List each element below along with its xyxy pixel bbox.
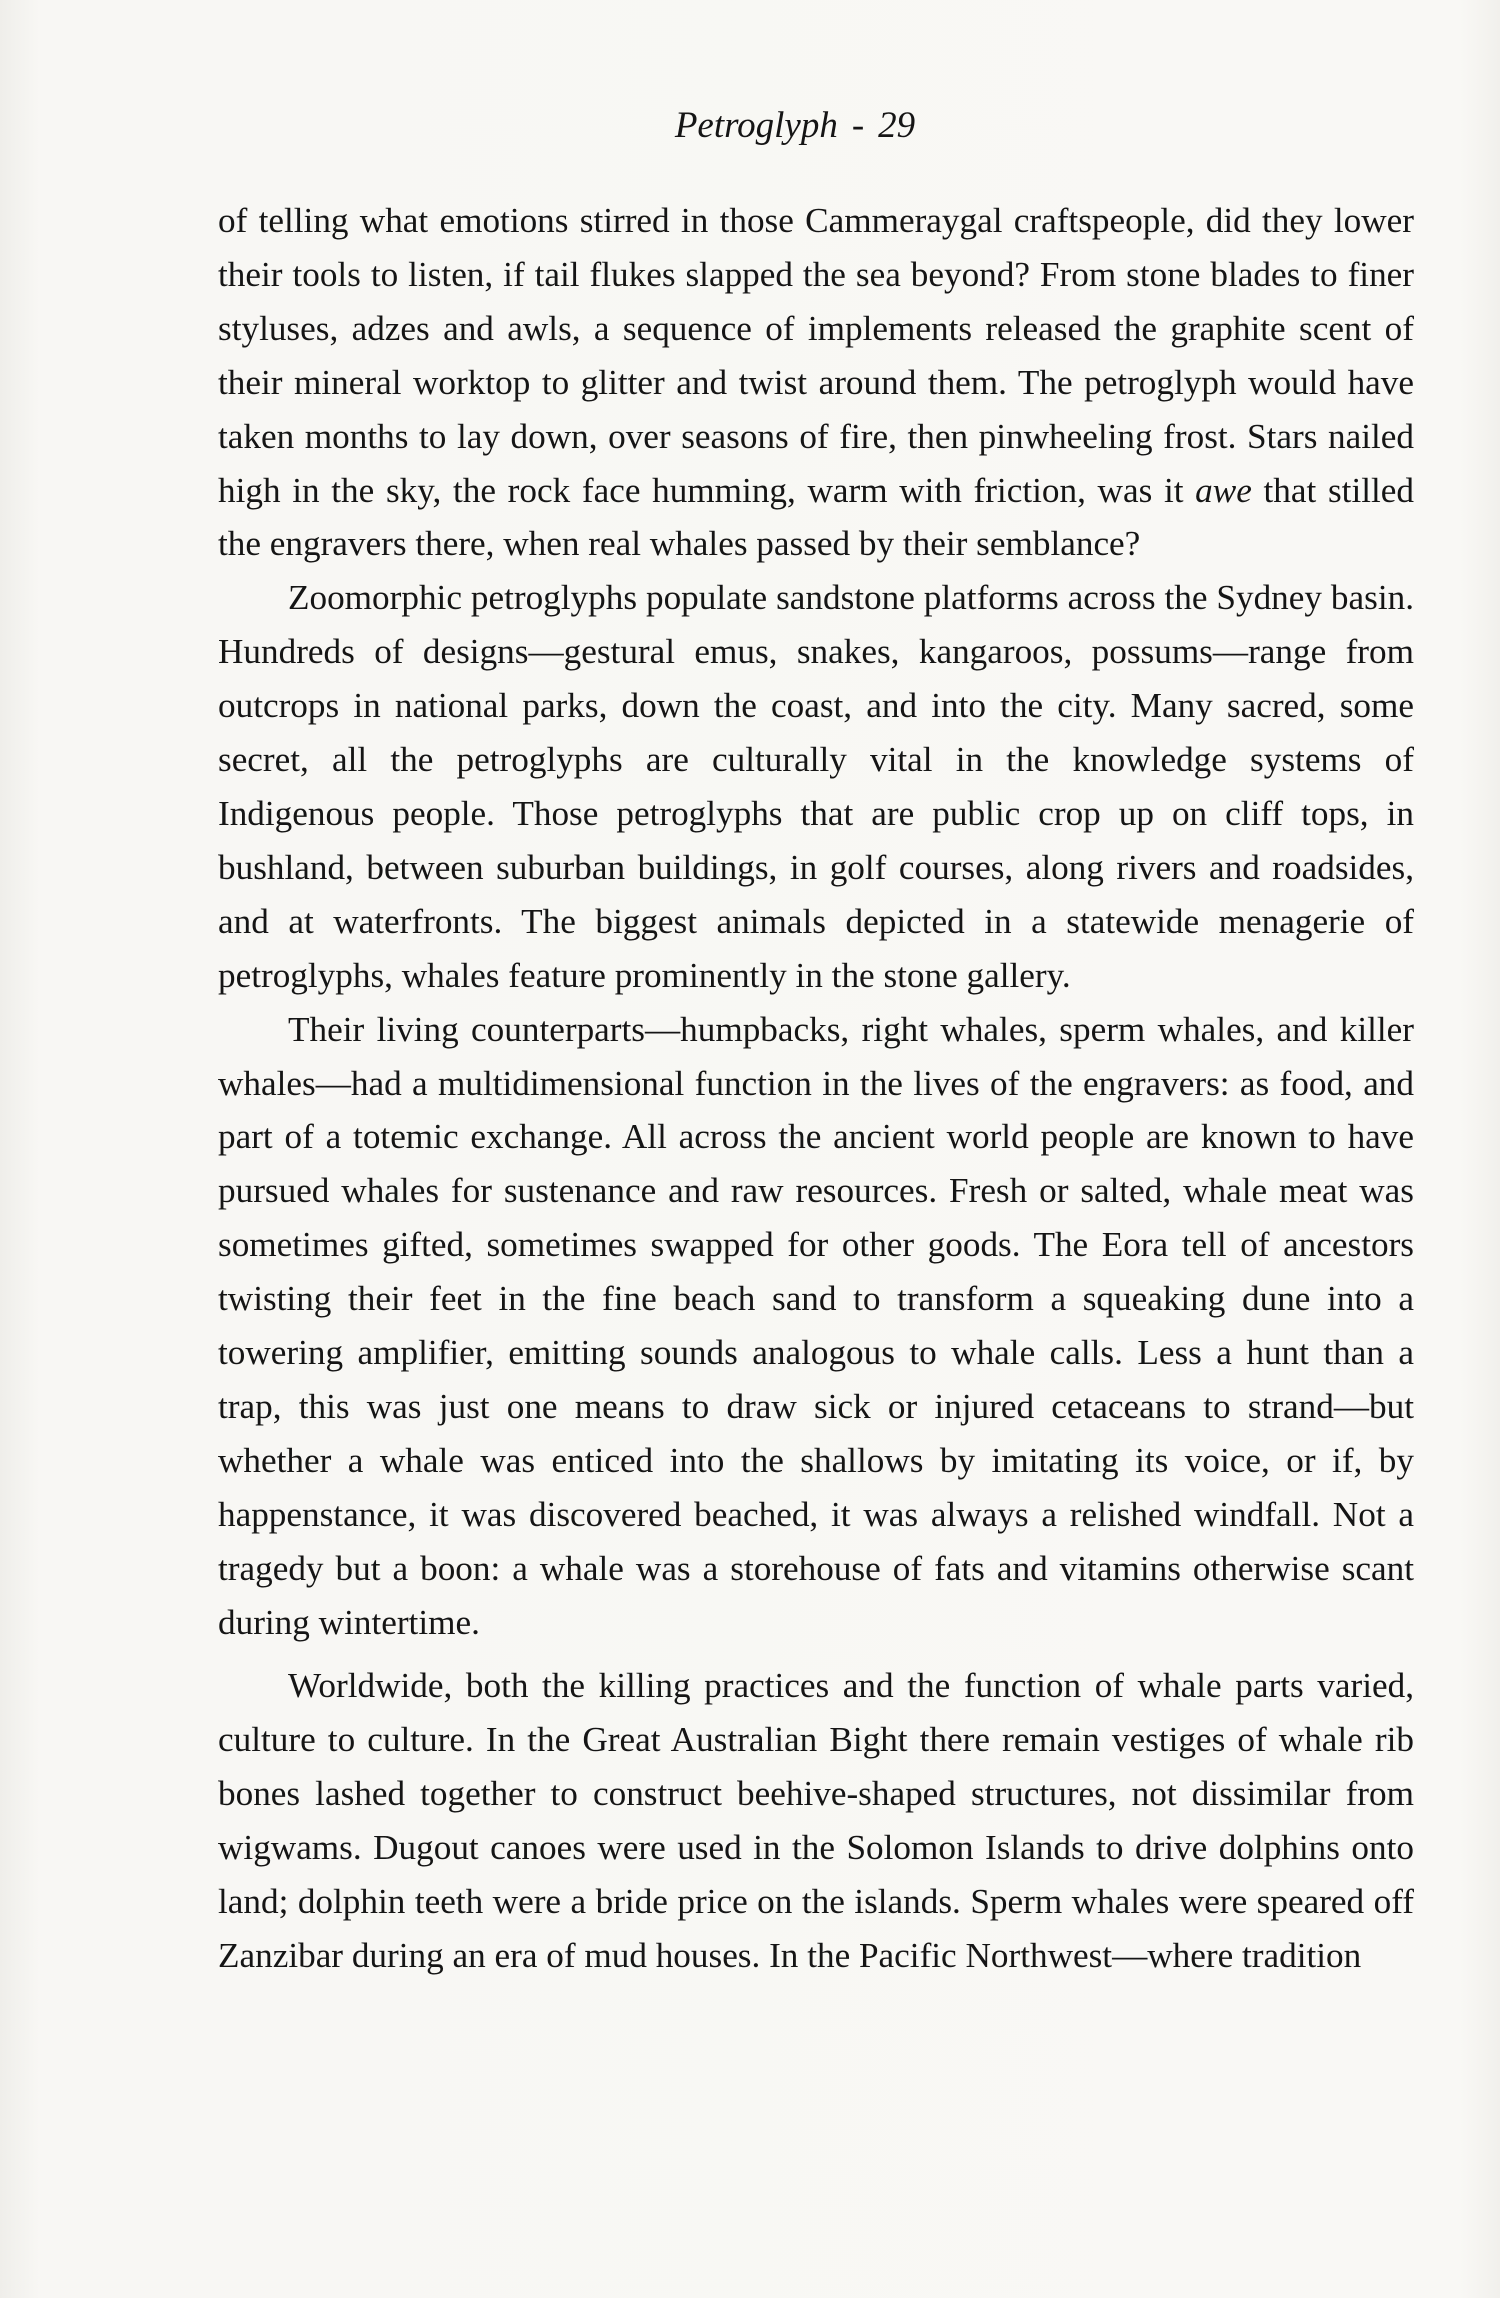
paragraph-1-text-b: that stilled the engravers there, when real whales passed by their semblance? [218, 470, 1414, 564]
paragraph-living-counterparts: Their living counterparts—humpbacks, right whales, sperm whales, and killer whales—had a multidimensional function in the lives of the engravers: as food, and part of a totemic exchange. All across the ancient world people are known to have pursued whales for sustenance and raw resources. Fresh or salted, whale meat was sometimes gifted, sometimes swapped for other goods. The Eora tell of ancestors twisting their feet in the fine beach sand to transform a squeaking dune into a towering amplifier, emitting sounds analogous to whale calls. Less a hunt than a trap, this was just one means to draw sick or injured cetaceans to strand—but whether a whale was enticed into the shallows by imitating its voice, or if, by happenstance, it was discovered beached, it was always a relished windfall. Not a tragedy but a boon: a whale was a storehouse of fats and vitamins otherwise scant during wintertime. [218, 1009, 1414, 1642]
emphasized-word: awe [1195, 470, 1252, 510]
page-number: 29 [878, 105, 916, 146]
body-text [218, 194, 1414, 1983]
header-separator: - [851, 105, 865, 146]
paragraph-continued [218, 194, 1414, 571]
running-header [0, 102, 1500, 150]
running-title: Petroglyph [674, 105, 838, 146]
paragraph-worldwide: Worldwide, both the killing practices and the function of whale parts varied, culture to culture. In the Great Australian Bight there remain vestiges of whale rib bones lashed together to construct beehive-shaped structures, not dissimilar from wigwams. Dugout canoes were used in the Solomon Islands to drive dolphins onto land; dolphin teeth were a bride price on the islands. Sperm whales were speared off Zanzibar during an era of mud houses. In the Pacific Northwest—where tradition [218, 1666, 1414, 1975]
paragraph-1-text-a: of telling what emotions stirred in those Cammeraygal craftspeople, did they lower their tools to listen, if tail flukes slapped the sea beyond? From stone blades to finer styluses, adzes and awls, a sequence of implements released the graphite scent of their mineral worktop to glitter and twist around them. The petroglyph would have taken months to lay down, over seasons of fire, then pinwheeling frost. Stars nailed high in the sky, the rock face humming, warm with friction, was it [218, 201, 1414, 510]
paragraph-zoomorphic: Zoomorphic petroglyphs populate sandstone platforms across the Sydney basin. Hundreds of designs—gestural emus, snakes, kangaroos, possums—range from outcrops in national parks, down the coast, and into the city. Many sacred, some secret, all the petroglyphs are culturally vital in the knowledge systems of Indigenous people. Those petroglyphs that are public crop up on cliff tops, in bushland, between suburban buildings, in golf courses, along rivers and roadsides, and at waterfronts. The biggest animals depicted in a statewide menagerie of petroglyphs, whales feature prominently in the stone gallery. [218, 578, 1414, 995]
